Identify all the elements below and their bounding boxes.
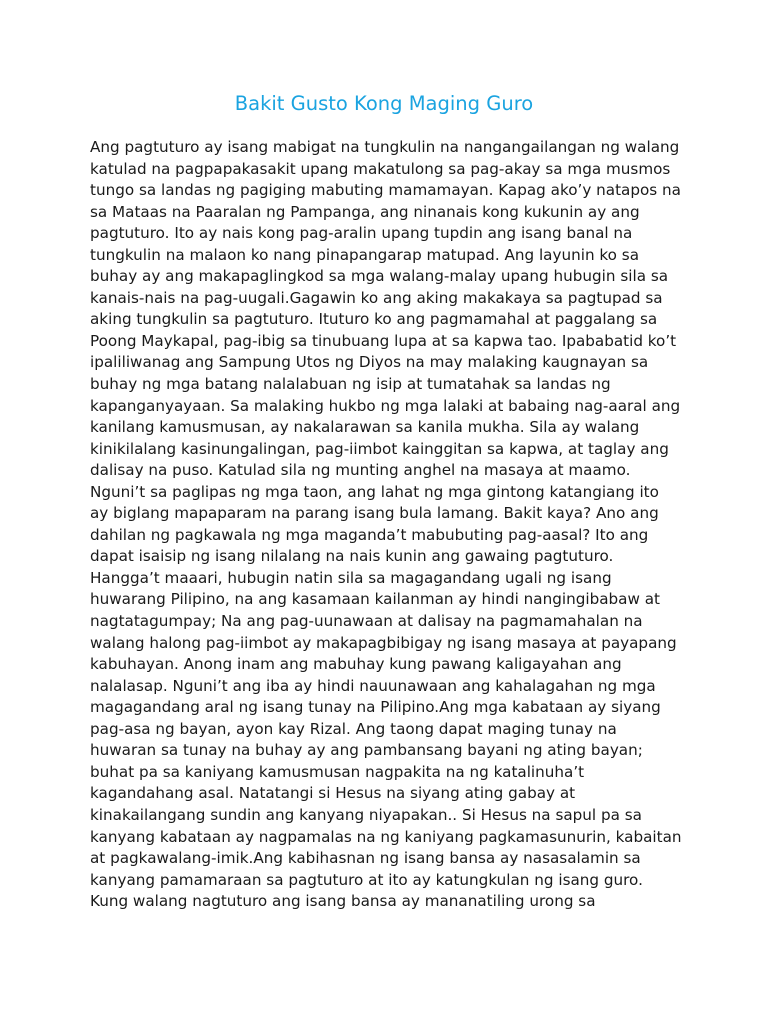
body-text-line: nagtatagumpay; Na ang pag-uunawaan at dalisay na pagmamahalan na [90,612,643,631]
body-text-line: Poong Maykapal, pag-ibig sa tinubuang lupa at sa kapwa tao. Ipababatid ko’t [90,331,677,350]
body-text-line: huwarang Pilipino, na ang kasamaan kailanman ay hindi nangingibabaw at [90,590,660,609]
body-text-line: Hangga’t maaari, hubugin natin sila sa magagandang ugali ng isang [90,568,612,587]
body-text-line: ipaliliwanag ang Sampung Utos ng Diyos na may malaking kaugnayan sa [90,353,649,372]
body-text-line: huwaran sa tunay na buhay ay ang pambansang bayani ng ating bayan; [90,741,643,760]
body-text-line: kanyang pamamaraan sa pagtuturo at ito ay katungkulan ng isang guro. [90,870,643,889]
body-text-line: kabuhayan. Anong inam ang mabuhay kung pawang kaligayahan ang [90,655,622,674]
body-text-line: katulad na pagpapakasakit upang makatulong sa pag-akay sa mga musmos [90,159,671,178]
body-text-line: buhay ng mga batang nalalabuan ng isip at tumatahak sa landas ng [90,375,611,394]
body-text-line: dahilan ng pagkawala ng mga maganda’t mabubuting pag-aasal? Ito ang [90,525,649,544]
body-text-line: nalalasap. Nguni’t ang iba ay hindi nauunawaan ang kahalagahan ng mga [90,676,656,695]
document-title: Bakit Gusto Kong Maging Guro [234,92,534,115]
body-text-line: aking tungkulin sa pagtuturo. Ituturo ko ang pagmamahal at paggalang sa [90,310,658,329]
body-text-line: dalisay na puso. Katulad sila ng munting anghel na masaya at maamo. [90,461,631,480]
body-text-line: dapat isaisip ng isang nilalang na nais kunin ang gawaing pagtuturo. [90,547,614,566]
body-text-line: tungkulin na malaon ko nang pinapangarap matupad. Ang layunin ko sa [90,245,639,264]
body-text-line: kanais-nais na pag-uugali.Gagawin ko ang aking makakaya sa pagtupad sa [90,288,663,307]
body-text-line: kanyang kabataan ay nagpamalas na ng kaniyang pagkamasunurin, kabaitan [90,827,682,846]
body-text-line: Ang pagtuturo ay isang mabigat na tungkulin na nangangailangan ng walang [90,138,680,156]
body-text-line: Nguni’t sa paglipas ng mga taon, ang lahat ng mga gintong katangiang ito [90,482,659,501]
body-text-line: buhat pa sa kaniyang kamusmusan nagpakita na ng katalinuha’t [90,762,585,781]
body-text-line: pagtuturo. Ito ay nais kong pag-aralin upang tupdin ang isang banal na [90,224,633,243]
body-text-line: kanilang kamusmusan, ay nakalarawan sa kanila mukha. Sila ay walang [90,418,640,437]
body-text-line: Kung walang nagtuturo ang isang bansa ay mananatiling urong sa [90,892,596,911]
body-text-line: ay biglang mapaparam na parang isang bula lamang. Bakit kaya? Ano ang [90,504,659,523]
body-text-line: tungo sa landas ng pagiging mabuting mamamayan. Kapag ako’y natapos na [90,181,681,200]
document-body [90,137,690,913]
body-text-line: kapanganyayaan. Sa malaking hukbo ng mga lalaki at babaing nag-aaral ang [90,396,681,415]
body-text-line: kinikilalang kasinungalingan, pag-iimbot kainggitan sa kapwa, at taglay ang [90,439,669,458]
body-text-line: kagandahang asal. Natatangi si Hesus na siyang ating gabay at [90,784,576,803]
body-text-line: magagandang aral ng isang tunay na Pilipino.Ang mga kabataan ay siyang [90,698,661,717]
body-text-line: pag-asa ng bayan, ayon kay Rizal. Ang taong dapat maging tunay na [90,719,617,738]
body-text-line: kinakailangang sundin ang kanyang niyapakan.. Si Hesus na sapul pa sa [90,805,642,824]
body-text-line: walang halong pag-iimbot ay makapagbibigay ng isang masaya at payapang [90,633,677,652]
body-text-line: at pagkawalang-imik.Ang kabihasnan ng isang bansa ay nasasalamin sa [90,849,641,868]
body-text-line: sa Mataas na Paaralan ng Pampanga, ang ninanais kong kukunin ay ang [90,202,640,221]
body-text-line: buhay ay ang makapaglingkod sa mga walang-malay upang hubugin sila sa [90,267,669,286]
